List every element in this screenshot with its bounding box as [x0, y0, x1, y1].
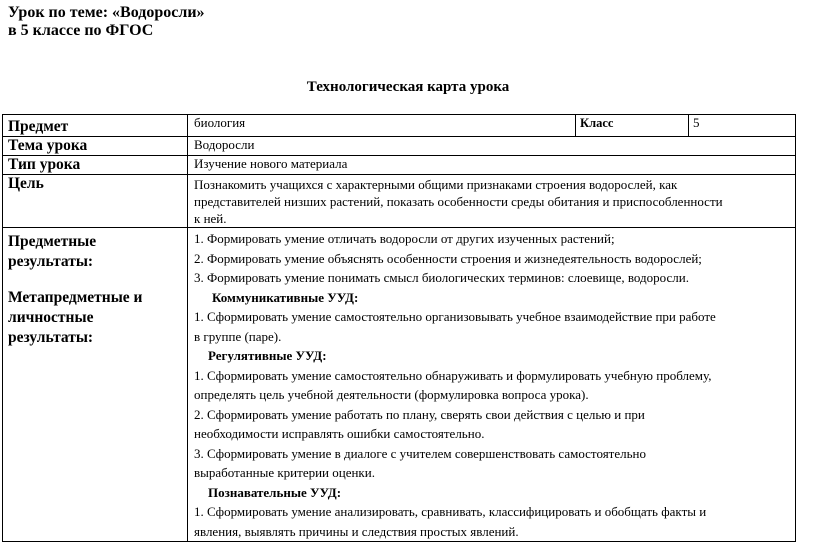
- regulatory-uud-line: необходимости исправлять ошибки самостоятельно.: [194, 426, 485, 441]
- results-label-cell: [3, 228, 188, 542]
- goal-line: к ней.: [194, 211, 227, 226]
- lesson-card-table: [2, 114, 796, 542]
- subject-results-label: Предметные: [8, 233, 97, 250]
- lesson-grade-heading: в 5 классе по ФГОС: [8, 22, 154, 39]
- document-title: Технологическая карта урока: [306, 79, 510, 95]
- goal-line: Познакомить учащихся с характерными общими признаками строения водорослей, как: [194, 177, 678, 192]
- lesson-type-label: Тип урока: [3, 156, 188, 175]
- lesson-type-value: Изучение нового материала: [188, 156, 796, 175]
- communicative-uud-title: Коммуникативные УУД:: [212, 289, 359, 305]
- cognitive-uud-title: Познавательные УУД:: [208, 484, 342, 500]
- topic-value: Водоросли: [188, 137, 796, 156]
- goal-value: [188, 175, 796, 228]
- meta-results-label: результаты:: [8, 329, 94, 346]
- communicative-uud-line: в группе (паре).: [194, 328, 282, 344]
- class-value: 5: [689, 115, 796, 137]
- lesson-topic-heading: Урок по теме: «Водоросли»: [8, 4, 205, 21]
- subject-result-item: 1. Формировать умение отличать водоросли от других изученных растений;: [194, 231, 615, 246]
- results-row: [3, 228, 796, 542]
- goal-label: Цель: [3, 175, 188, 228]
- regulatory-uud-title: Регулятивные УУД:: [208, 348, 327, 363]
- cognitive-uud-line: 1. Сформировать умение анализировать, сравнивать, классифицировать и обобщать факты и: [194, 504, 707, 519]
- results-content-cell: [188, 228, 796, 542]
- regulatory-uud-line: 3. Сформировать умение в диалоге с учителем совершенствовать самостоятельно: [194, 445, 646, 461]
- meta-results-label: личностные: [8, 309, 94, 326]
- goal-row: [3, 175, 796, 228]
- subject-results-label: результаты:: [8, 253, 94, 270]
- topic-row: [3, 137, 796, 156]
- regulatory-uud-line: 2. Сформировать умение работать по плану, сверять свои действия с целью и при: [194, 406, 645, 422]
- subject-label: Предмет: [3, 115, 188, 137]
- regulatory-uud-line: определять цель учебной деятельности (формулировка вопроса урока).: [194, 387, 589, 402]
- goal-line: представителей низших растений, показать особенности среды обитания и приспособленности: [194, 194, 723, 209]
- lesson-type-row: [3, 156, 796, 175]
- topic-label: Тема урока: [3, 137, 188, 156]
- regulatory-uud-line: 1. Сформировать умение самостоятельно обнаруживать и формулировать учебную проблему,: [194, 367, 712, 383]
- cognitive-uud-line: явления, выявлять причины и следствия простых явлений.: [194, 523, 519, 539]
- subject-row: [3, 115, 796, 137]
- subject-result-item: 3. Формировать умение понимать смысл биологических терминов: слоевище, водоросли.: [194, 270, 689, 285]
- regulatory-uud-line: выработанные критерии оценки.: [194, 465, 375, 480]
- meta-results-label: Метапредметные и: [8, 289, 143, 306]
- communicative-uud-line: 1. Сформировать умение самостоятельно организовывать учебное взаимодействие при работе: [194, 309, 716, 324]
- subject-value: биология: [188, 115, 576, 137]
- class-label: Класс: [576, 115, 689, 137]
- subject-result-item: 2. Формировать умение объяснять особенности строения и жизнедеятельность водорослей;: [194, 250, 702, 266]
